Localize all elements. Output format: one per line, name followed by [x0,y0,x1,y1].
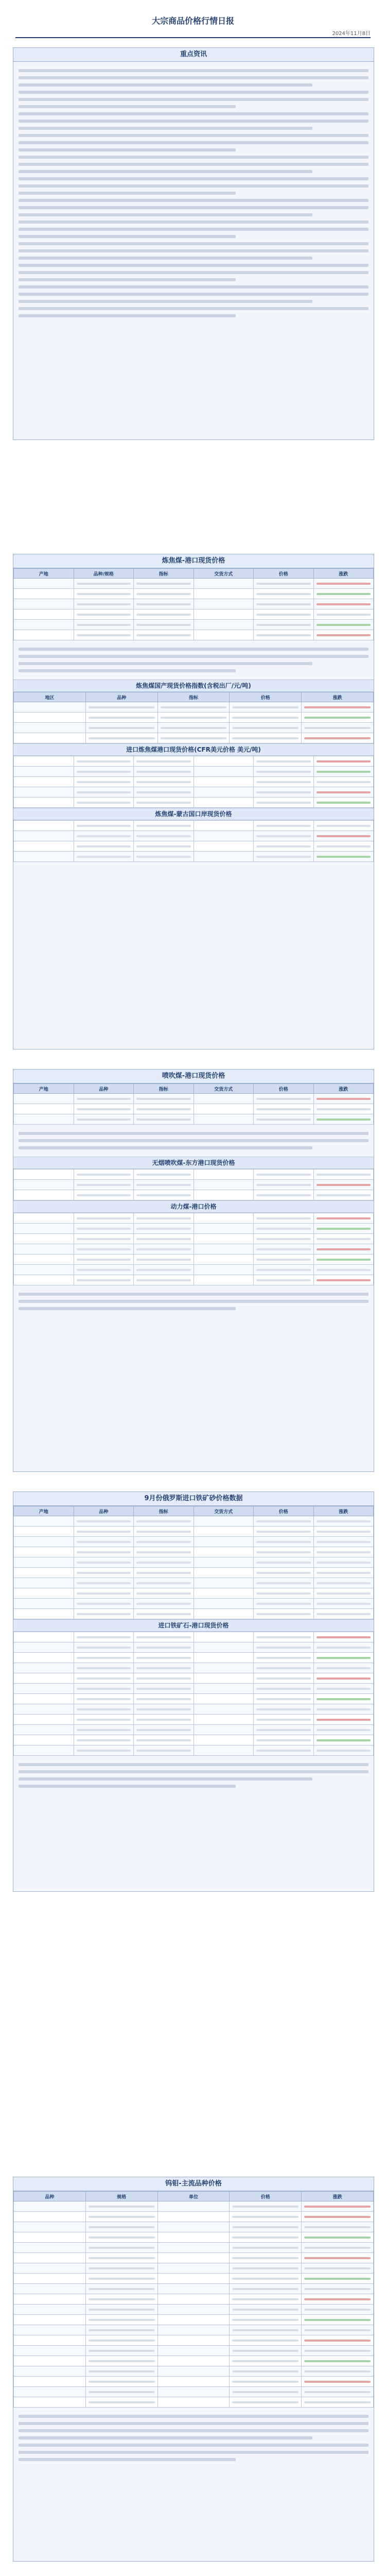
news-line [19,285,369,289]
column-header: 涨跌 [313,569,374,579]
table-row [14,1527,374,1537]
news-line [19,148,236,151]
text-line [19,2436,312,2439]
table-row [14,2253,374,2263]
column-header: 品种 [74,1506,134,1516]
text-line [19,2422,369,2425]
table-row [14,620,374,630]
column-header: 指标 [157,692,230,702]
news-line [19,127,312,130]
news-line [19,206,369,209]
table-row [14,2366,374,2377]
news-line [19,213,312,216]
text-line [19,1777,312,1781]
news-line [19,300,312,303]
table-row [14,1265,374,1275]
column-header: 交货方式 [194,1084,254,1094]
table-row [14,1255,374,1265]
column-header: 涨跌 [302,692,374,702]
coal-import-title: 进口炼焦煤港口现货价格(CFR美元价格 美元/吨) [13,743,374,756]
column-header: 交货方式 [194,1506,254,1516]
table-row [14,2304,374,2315]
anthracite-table [13,1169,374,1200]
table-header-row [14,1506,374,1516]
table-row [14,599,374,609]
coal-title: 炼焦煤-港口现货价格 [13,554,374,568]
column-header: 品种 [14,2192,86,2201]
column-header: 指标 [134,1084,194,1094]
metals-section [13,2177,374,2562]
news-line [19,170,312,173]
key-news-section [13,47,374,440]
text-line [19,1785,236,1788]
table-header-row [14,2192,374,2201]
news-line [19,163,369,166]
table-row [14,1275,374,1285]
table-row [14,1537,374,1547]
table-row [14,2284,374,2294]
column-header: 产地 [14,1084,74,1094]
column-header: 价格 [230,692,302,702]
table-row [14,630,374,640]
table-row [14,1663,374,1673]
news-line [19,83,312,87]
table-row [14,2263,374,2274]
column-header: 价格 [230,2192,302,2201]
news-line [19,98,369,101]
table-row [14,2201,374,2212]
news-line [19,264,369,267]
table-row [14,756,374,767]
table-row [14,609,374,620]
table-row [14,798,374,808]
table-row [14,821,374,831]
table-row [14,1578,374,1588]
coal-domestic-table [13,692,374,743]
news-line [19,120,369,123]
thermal-coal-section [13,1069,374,1472]
text-line [19,2451,369,2454]
table-row [14,723,374,733]
table-row [14,1694,374,1704]
table-row [14,2232,374,2243]
table-row [14,589,374,599]
text-line [19,648,369,651]
iron-ore-title: 9月份俄罗斯进口铁矿砂价格数据 [13,1492,374,1506]
column-header: 涨跌 [302,2192,374,2201]
table-row [14,1735,374,1745]
metals-table [13,2191,374,2408]
header-divider [15,37,371,38]
thermal-commentary [13,1125,374,1157]
table-row [14,1094,374,1104]
column-header: 单位 [157,2192,230,2201]
table-row [14,579,374,589]
news-line [19,199,369,202]
metals-title: 钨钼-主流品种价格 [13,2177,374,2191]
news-line [19,76,369,79]
table-row [14,733,374,743]
iron-ore-commentary [13,1756,374,1795]
column-header: 价格 [254,1084,314,1094]
text-line [19,2458,236,2461]
text-line [19,2429,369,2432]
news-line [19,235,236,238]
text-line [19,1139,369,1142]
table-header-row [14,569,374,579]
news-line [19,156,369,159]
news-line [19,293,369,296]
text-line [19,1307,236,1310]
news-line [19,112,369,115]
text-line [19,2415,369,2418]
key-news-title: 重点资讯 [13,48,374,62]
table-row [14,1725,374,1735]
table-row [14,2335,374,2346]
table-row [14,787,374,798]
table-row [14,1547,374,1557]
news-line [19,141,369,144]
table-row [14,713,374,723]
column-header: 价格 [254,1506,314,1516]
coal-domestic-title: 炼焦煤国产现货价格指数(含税出厂/元/吨) [13,680,374,692]
table-row [14,1653,374,1663]
table-row [14,1745,374,1756]
text-line [19,1300,369,1303]
coal-section [13,554,374,1049]
column-header: 规格 [85,2192,157,2201]
table-row [14,1609,374,1619]
news-line [19,307,369,310]
table-row [14,2222,374,2232]
news-line [19,257,312,260]
coal-import-table [13,756,374,808]
news-line [19,228,369,231]
column-header: 交货方式 [194,569,254,579]
text-line [19,2444,369,2447]
column-header: 产地 [14,1506,74,1516]
text-line [19,1770,369,1773]
column-header: 价格 [254,569,314,579]
news-line [19,177,369,180]
table-row [14,1114,374,1125]
text-line [19,1763,369,1766]
column-header: 涨跌 [313,1506,374,1516]
steam-coal-table [13,1213,374,1285]
table-row [14,1234,374,1244]
coal-mongolia-table [13,820,374,862]
table-row [14,1684,374,1694]
table-row [14,2315,374,2325]
table-row [14,852,374,862]
iron-ore-section [13,1492,374,1892]
table-row [14,1642,374,1653]
table-header-row [14,692,374,702]
column-header: 地区 [14,692,86,702]
table-row [14,1557,374,1568]
thermal-table [13,1083,374,1125]
text-line [19,662,312,665]
table-row [14,1704,374,1715]
column-header: 指标 [134,569,194,579]
table-row [14,1599,374,1609]
table-row [14,2356,374,2366]
table-row [14,1104,374,1114]
table-row [14,2212,374,2222]
column-header: 产地 [14,569,74,579]
table-row [14,1170,374,1180]
news-line [19,314,236,317]
coal-mongolia-title: 炼焦煤-蒙古国口岸现货价格 [13,808,374,820]
news-line [19,184,369,188]
table-row [14,1224,374,1234]
news-line [19,134,369,137]
news-line [19,69,369,72]
table-row [14,831,374,841]
text-line [19,655,369,658]
steam-coal-commentary [13,1285,374,1317]
news-line [19,242,369,245]
steam-coal-title: 动力煤-港口价格 [13,1200,374,1213]
metals-commentary [13,2408,374,2468]
table-row [14,1715,374,1725]
iron-ore-port-table [13,1632,374,1756]
text-line [19,1146,312,1149]
news-line [19,91,369,94]
table-row [14,2325,374,2335]
column-header: 涨跌 [313,1084,374,1094]
table-row [14,2397,374,2408]
table-row [14,1568,374,1578]
report-header [0,14,386,38]
report-date: 2024年11月8日 [332,31,371,37]
coal-commentary [13,640,374,680]
table-row [14,2387,374,2397]
column-header: 指标 [134,1506,194,1516]
coal-table [13,568,374,640]
column-header: 品种 [85,692,157,702]
table-row [14,777,374,787]
news-line [19,192,236,195]
table-row [14,841,374,852]
news-line [19,278,236,281]
table-row [14,2346,374,2356]
text-line [19,1293,369,1296]
table-row [14,1213,374,1224]
table-row [14,1632,374,1642]
table-row [14,1180,374,1190]
news-line [19,105,236,108]
news-line [19,221,369,224]
table-row [14,767,374,777]
table-row [14,2294,374,2304]
text-line [19,669,236,672]
table-row [14,2274,374,2284]
text-line [19,1132,369,1135]
news-line [19,249,369,252]
key-news-body [13,62,374,325]
table-header-row [14,1084,374,1094]
report-title: 大宗商品价格行情日报 [151,16,234,26]
table-row [14,1516,374,1527]
table-row [14,2377,374,2387]
table-row [14,1588,374,1599]
thermal-title: 喷吹煤-港口现货价格 [13,1070,374,1083]
iron-ore-port-title: 进口铁矿石-港口现货价格 [13,1619,374,1632]
iron-ore-russia-table [13,1506,374,1619]
table-row [14,2243,374,2253]
column-header: 品种/规格 [74,569,134,579]
column-header: 品种 [74,1084,134,1094]
table-row [14,702,374,713]
anthracite-title: 无烟喷吹煤-东方港口现货价格 [13,1157,374,1169]
table-row [14,1244,374,1255]
news-line [19,271,369,274]
table-row [14,1673,374,1684]
table-row [14,1190,374,1200]
